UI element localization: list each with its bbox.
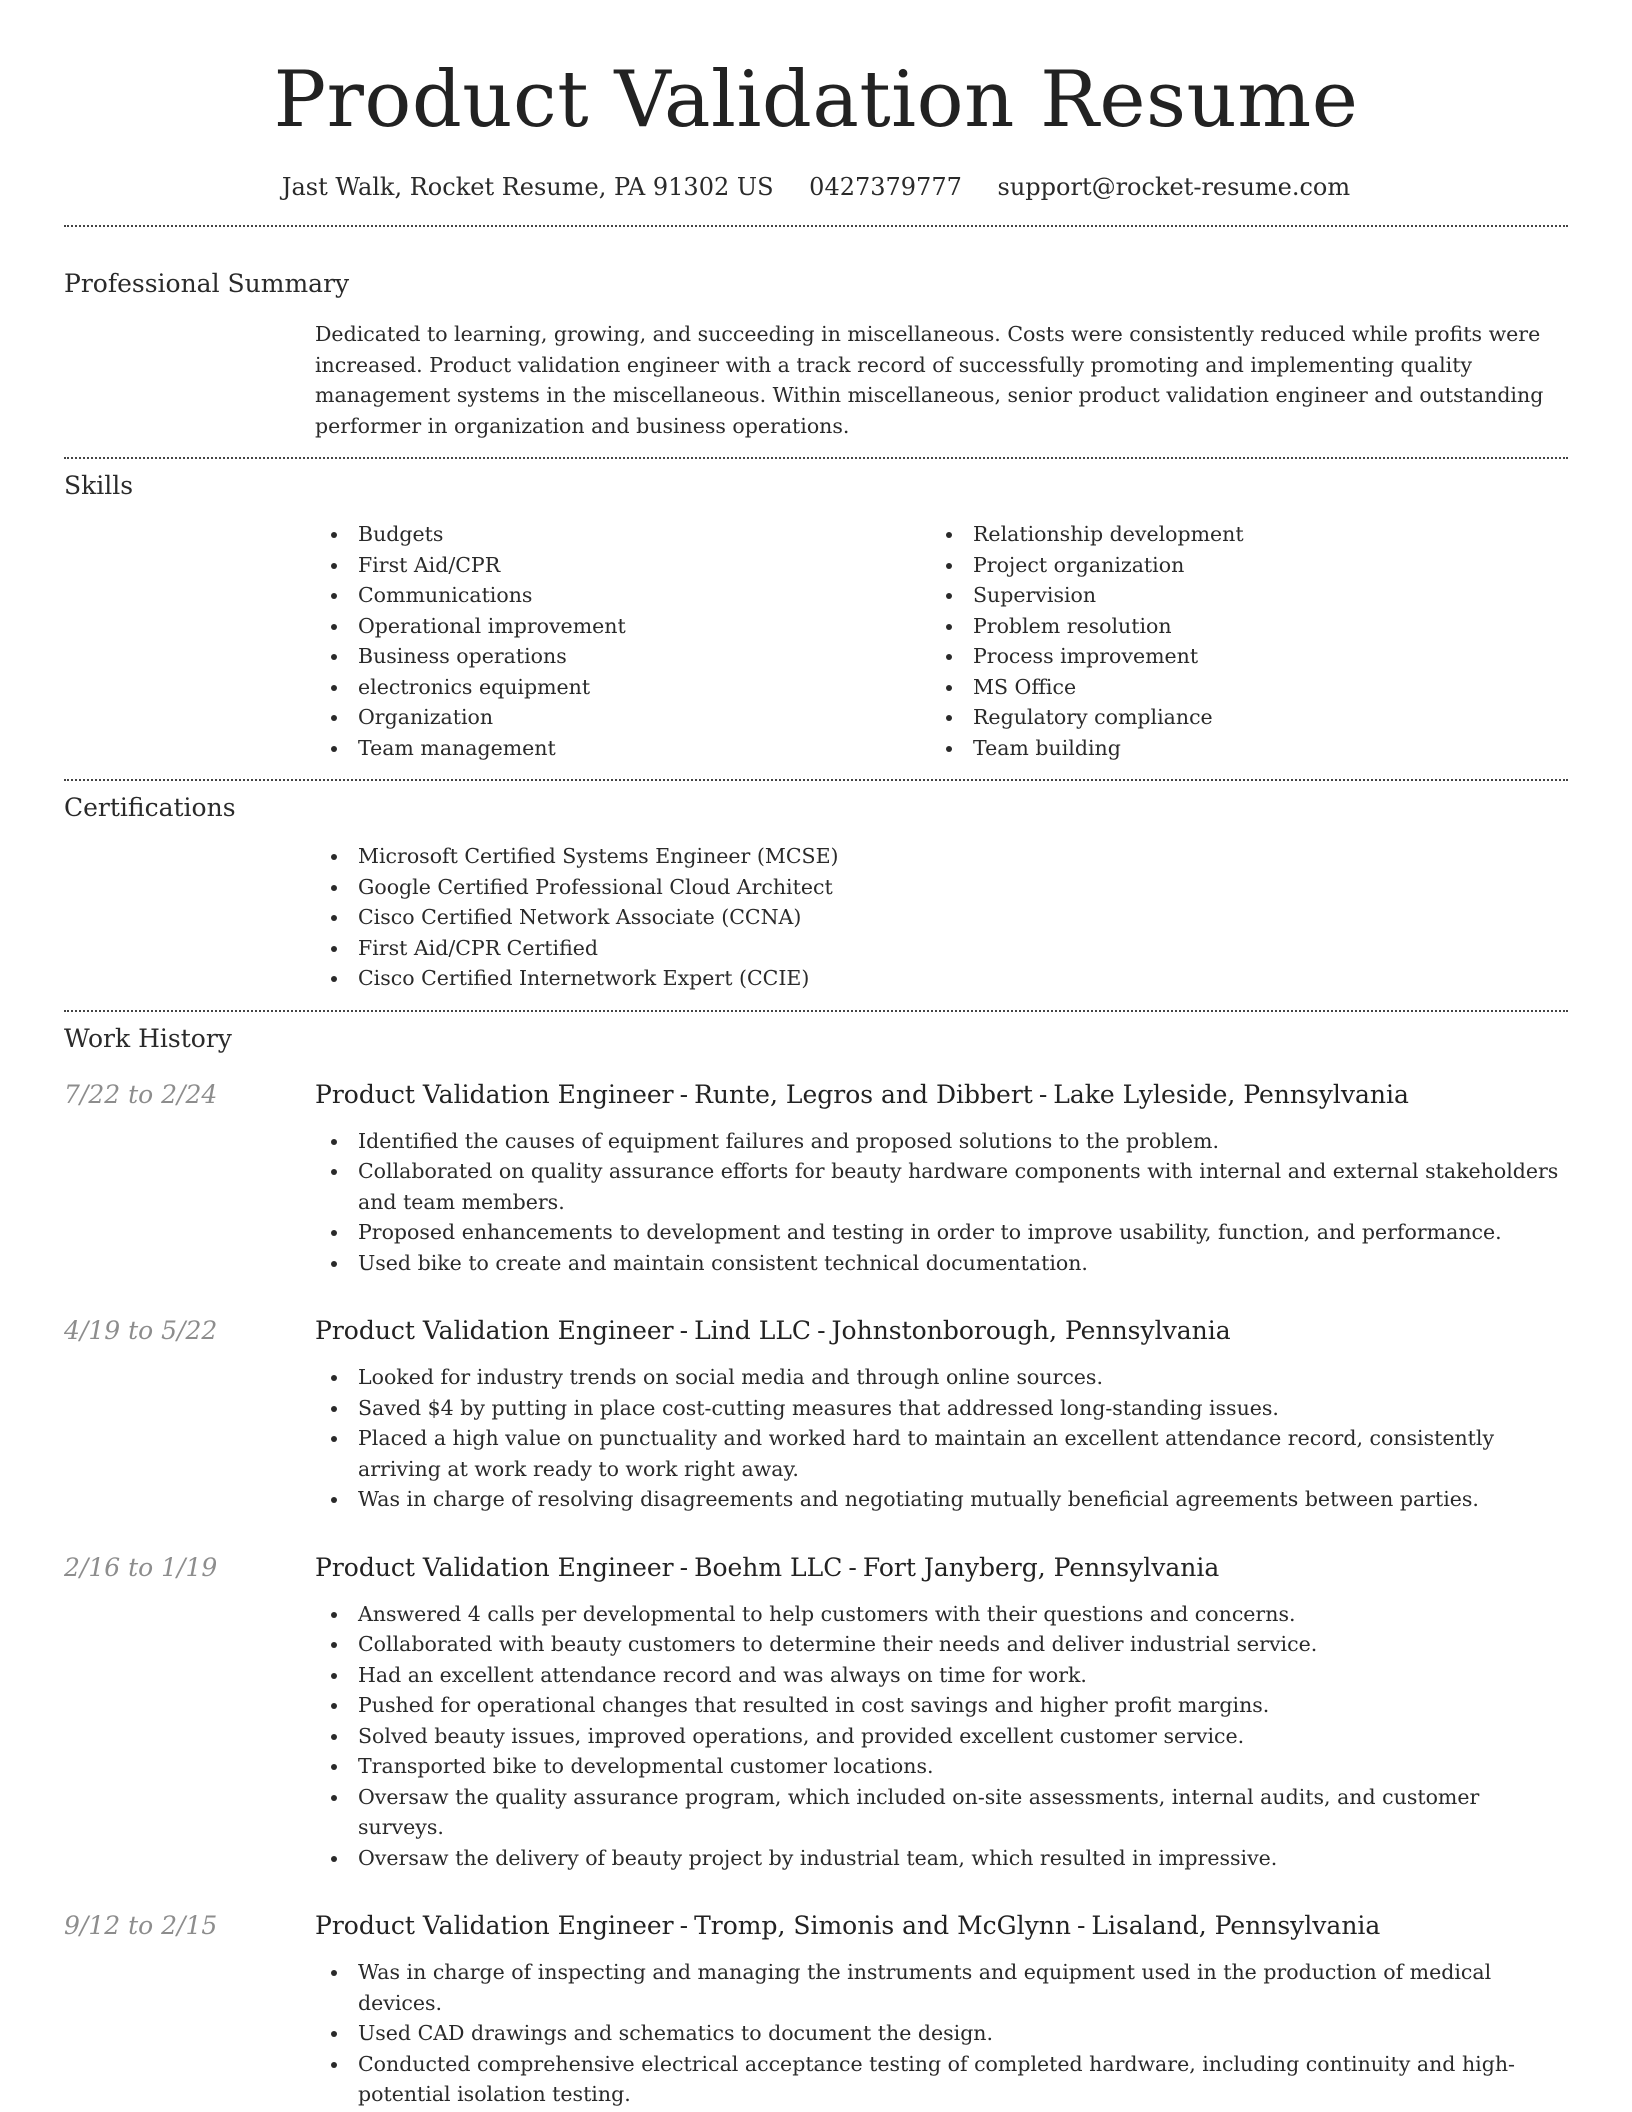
job-entry [64,1551,1568,1874]
divider [64,225,1568,227]
job-location: Lisaland, Pennsylvania [1091,1911,1381,1940]
job-bullet: Identified the causes of equipment failures and proposed solutions to the problem. [315,1126,1568,1157]
skills-list-left [315,519,930,763]
skill-item: electronics equipment [315,672,930,703]
job-location: Lake Lyleside, Pennsylvania [1053,1079,1409,1109]
certifications-section [64,791,1568,994]
job-dates: 4/19 to 5/22 [64,1316,218,1345]
summary-section [64,267,1568,441]
certifications-content [315,841,1568,994]
skill-item: Team building [930,733,1545,764]
job-content [315,1314,1568,1515]
certification-item: First Aid/CPR Certified [315,933,1568,964]
job-content [315,1909,1568,2110]
job-bullet: Oversaw the quality assurance program, which included on-site assessments, internal audits, and customer surveys. [315,1782,1568,1843]
skills-heading: Skills [64,471,134,500]
contact-phone: 0427379777 [809,173,962,201]
divider [64,457,1568,459]
skill-item: Regulatory compliance [930,702,1545,733]
skill-item: Operational improvement [315,611,930,642]
job-bullets [315,1126,1568,1279]
job-heading [315,1909,1568,1943]
heading-separator: - [1076,1911,1086,1940]
skills-list-right [930,519,1545,763]
contact-email: support@rocket-resume.com [997,173,1351,201]
heading-separator: - [1038,1079,1048,1109]
divider [64,779,1568,781]
job-bullet: Collaborated on quality assurance efforts for beauty hardware components with internal and external stakeholders and team members. [315,1156,1568,1217]
job-location: Johnstonborough, Pennsylvania [831,1316,1231,1345]
job-bullet: Proposed enhancements to development and testing in order to improve usability, function, and performance. [315,1217,1568,1248]
job-title: Product Validation Engineer [315,1079,674,1109]
skill-item: Team management [315,733,930,764]
job-bullet: Conducted comprehensive electrical acceptance testing of completed hardware, including continuity and high-potential isolation testing. [315,2049,1568,2110]
job-bullet: Was in charge of resolving disagreements and negotiating mutually beneficial agreements between parties. [315,1484,1568,1515]
job-bullet: Saved $4 by putting in place cost-cutting measures that addressed long-standing issues. [315,1393,1568,1424]
certification-item: Cisco Certified Network Associate (CCNA) [315,902,1568,933]
job-company: Boehm LLC [694,1552,843,1582]
skill-item: Relationship development [930,519,1545,550]
skill-item: First Aid/CPR [315,550,930,581]
heading-separator: - [679,1079,689,1109]
job-bullet: Oversaw the delivery of beauty project by industrial team, which resulted in impressive. [315,1843,1568,1874]
skill-item: Project organization [930,550,1545,581]
job-title: Product Validation Engineer [315,1316,674,1345]
skill-item: Communications [315,580,930,611]
skill-item: Organization [315,702,930,733]
job-entry [64,1909,1568,2110]
job-dates: 9/12 to 2/15 [64,1911,218,1940]
skill-item: Supervision [930,580,1545,611]
job-bullet: Looked for industry trends on social media and through online sources. [315,1362,1568,1393]
heading-separator: - [848,1552,857,1582]
job-location: Fort Janyberg, Pennsylvania [862,1552,1220,1582]
job-dates: 2/16 to 1/19 [64,1552,218,1582]
job-title: Product Validation Engineer [315,1552,674,1582]
job-entry [64,1078,1568,1279]
job-bullet: Pushed for operational changes that resulted in cost savings and higher profit margins. [315,1690,1568,1721]
job-bullet: Used bike to create and maintain consistent technical documentation. [315,1248,1568,1279]
skill-item: Problem resolution [930,611,1545,642]
summary-text: Dedicated to learning, growing, and succeeding in miscellaneous. Costs were consistently reduced while profits were increased. Product validation engineer with a track record of successfully promoting and implementing quality management systems in the miscellaneous. Within miscellaneous, senior product validation engineer and outstanding performer in organization and business operations. [315,322,1544,438]
heading-separator: - [679,1911,689,1940]
job-dates: 7/22 to 2/24 [64,1079,218,1109]
job-bullets [315,1599,1568,1874]
job-bullet: Placed a high value on punctuality and worked hard to maintain an excellent attendance record, consistently arriving at work ready to work right away. [315,1423,1568,1484]
heading-separator: - [679,1552,689,1582]
certifications-list [315,841,1568,994]
work-heading: Work History [64,1023,232,1053]
work-history-list [64,1078,1568,2110]
heading-separator: - [679,1316,689,1345]
job-bullet: Solved beauty issues, improved operations, and provided excellent customer service. [315,1721,1568,1752]
job-bullets [315,1362,1568,1515]
certifications-heading: Certifications [64,793,236,822]
job-title: Product Validation Engineer [315,1911,674,1940]
skills-grid [315,519,1568,763]
certification-item: Microsoft Certified Systems Engineer (MCSE) [315,841,1568,872]
certification-item: Google Certified Professional Cloud Architect [315,872,1568,903]
job-bullet: Was in charge of inspecting and managing the instruments and equipment used in the production of medical devices. [315,1957,1568,2018]
job-bullet: Transported bike to developmental customer locations. [315,1751,1568,1782]
contact-address: Jast Walk, Rocket Resume, PA 91302 US [281,173,774,201]
skill-item: Budgets [315,519,930,550]
job-bullet: Used CAD drawings and schematics to document the design. [315,2018,1568,2049]
job-entry [64,1314,1568,1515]
contact-line [64,170,1568,204]
summary-heading: Professional Summary [64,269,350,298]
job-company: Tromp, Simonis and McGlynn [694,1911,1071,1940]
job-heading [315,1078,1568,1112]
work-section [64,1022,1568,2110]
skills-section [64,469,1568,763]
job-bullets [315,1957,1568,2110]
job-heading [315,1551,1568,1585]
divider [64,1010,1568,1012]
job-content [315,1551,1568,1874]
heading-separator: - [817,1316,826,1345]
certification-item: Cisco Certified Internetwork Expert (CCIE) [315,963,1568,994]
job-bullet: Had an excellent attendance record and was always on time for work. [315,1660,1568,1691]
job-company: Runte, Legros and Dibbert [694,1079,1033,1109]
skill-item: MS Office [930,672,1545,703]
job-company: Lind LLC [694,1316,812,1345]
job-bullet: Collaborated with beauty customers to determine their needs and deliver industrial service. [315,1629,1568,1660]
resume-title: Product Validation Resume [273,55,1359,145]
skill-item: Process improvement [930,641,1545,672]
job-heading [315,1314,1568,1348]
resume-page [64,0,1568,2110]
skill-item: Business operations [315,641,930,672]
job-bullet: Answered 4 calls per developmental to help customers with their questions and concerns. [315,1599,1568,1630]
job-content [315,1078,1568,1279]
